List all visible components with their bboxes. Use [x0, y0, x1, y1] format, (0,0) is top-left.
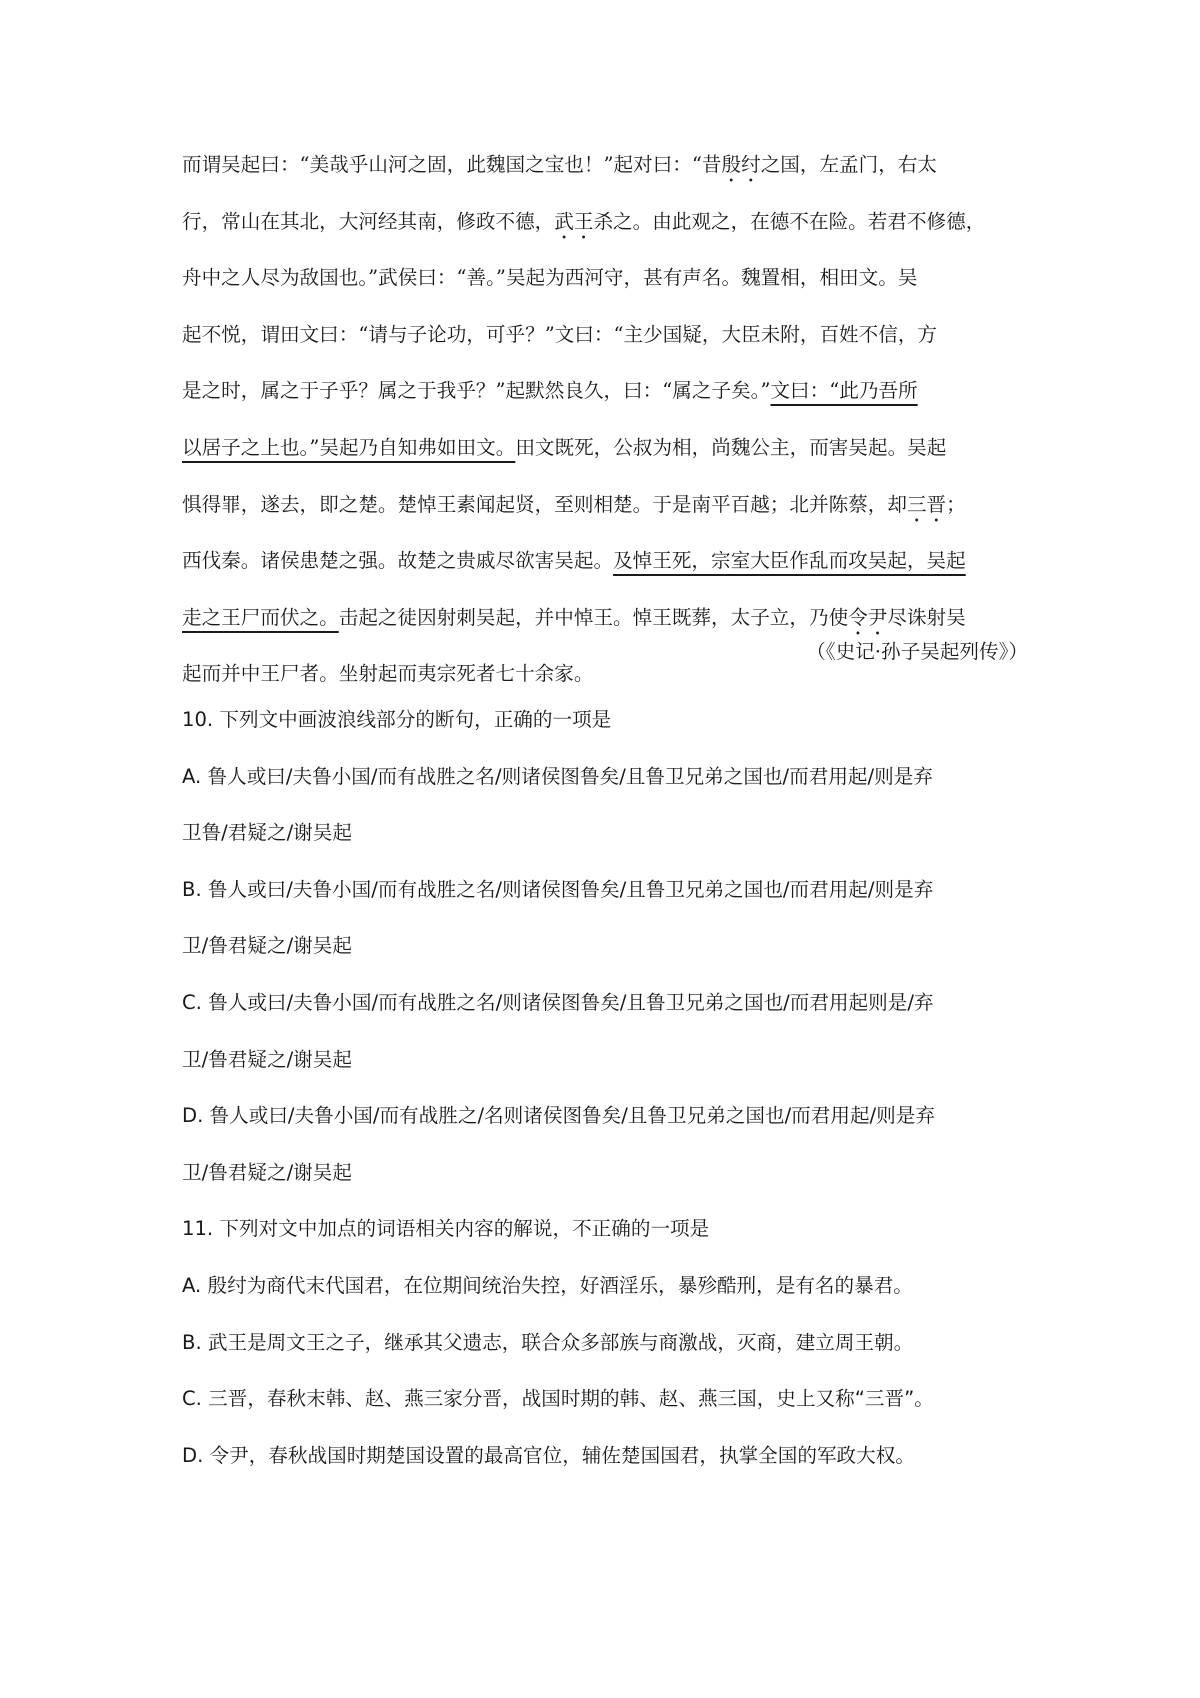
passage-text: 惧得罪，遂去，即之楚。楚悼王素闻起贤，至则相楚。于是南平百越；北并陈蔡，却	[182, 492, 907, 516]
dotted-word: 殷	[721, 153, 742, 176]
dotted-word: 三晋	[906, 492, 947, 516]
option-10-a-line2: 卫鲁/君疑之/谢吴起	[182, 821, 352, 845]
passage-line	[182, 250, 1028, 307]
question-10-stem: 10. 下列文中画波浪线部分的断句，正确的一项是	[182, 708, 612, 731]
passage-text: 尽诛射吴	[887, 605, 966, 629]
passage-text: ；	[946, 492, 966, 516]
question-block	[182, 692, 1028, 1484]
passage-line	[182, 307, 1028, 364]
passage-text: 击起之徒因射刺吴起，并中悼王。悼王既葬，太子立，乃使	[338, 605, 849, 629]
underlined-sentence: 及悼王死，宗室大臣作乱而攻吴起，吴起	[613, 549, 966, 573]
option-11-a: A. 殷纣为商代末代国君，在位期间统治失控，好酒淫乐，暴殄酷刑，是有名的暴君。	[182, 1273, 913, 1297]
option-10-b-line2: 卫/鲁君疑之/谢吴起	[182, 934, 352, 958]
option-11-b: B. 武王是周文王之子，继承其父遗志，联合众多部族与商激战，灭商，建立周王朝。	[182, 1330, 914, 1354]
option-10-c-line2: 卫/鲁君疑之/谢吴起	[182, 1047, 352, 1071]
dotted-word: 令尹	[848, 605, 888, 629]
passage-text: 舟中之人尽为敌国也。”武侯曰：“善。”吴起为西河守，甚有声名。魏置相，相田文。吴	[182, 266, 918, 290]
passage-line	[182, 533, 1028, 590]
question-11-stem: 11. 下列对文中加点的词语相关内容的解说，不正确的一项是	[182, 1217, 710, 1241]
option-10-a-line1: A. 鲁人或曰/夫鲁小国/而有战胜之名/则诸侯图鲁矣/且鲁卫兄弟之国也/而君用起/则是弃	[182, 764, 933, 788]
option-10-d-line2: 卫/鲁君疑之/谢吴起	[182, 1160, 352, 1184]
passage-line	[182, 363, 1028, 420]
passage-line	[182, 137, 1028, 194]
option-10-c-line1: C. 鲁人或曰/夫鲁小国/而有战胜之名/则诸侯图鲁矣/且鲁卫兄弟之国也/而君用起则是/弃	[182, 990, 934, 1014]
option-11-c: C. 三晋，春秋末韩、赵、燕三家分晋，战国时期的韩、赵、燕三国，史上又称“三晋”。	[182, 1387, 934, 1411]
classical-passage	[182, 137, 1028, 703]
dotted-word: 纣	[741, 153, 761, 176]
source-citation: （《史记·孙子吴起列传》）	[806, 640, 1028, 663]
option-10-b-line1: B. 鲁人或曰/夫鲁小国/而有战胜之名/则诸侯图鲁矣/且鲁卫兄弟之国也/而君用起/则是弃	[182, 877, 934, 901]
passage-text: 田文既死，公叔为相，尚魏公主，而害吴起。吴起	[515, 435, 947, 459]
passage-text: 是之时，属之于子乎？属之于我乎？”起默然良久，曰：“属之子矣。”	[182, 379, 771, 403]
passage-text: 西伐秦。诸侯患楚之强。故楚之贵戚尽欲害吴起。	[182, 549, 614, 573]
passage-text: 杀之。由此观之，在德不在险。若君不修德，	[593, 209, 986, 233]
passage-line	[182, 194, 1028, 251]
option-10-d-line1: D. 鲁人或曰/夫鲁小国/而有战胜之/名则诸侯图鲁矣/且鲁卫兄弟之国也/而君用起/则是弃	[182, 1104, 935, 1128]
passage-line	[182, 420, 1028, 477]
underlined-sentence: 走之王尸而伏之。	[182, 605, 339, 629]
passage-line	[182, 477, 1028, 534]
underlined-sentence: 文曰：“此乃吾所	[770, 379, 918, 403]
passage-text: 起不悦，谓田文曰：“请与子论功，可乎？”文曰：“主少国疑，大臣未附，百姓不信，方	[182, 322, 938, 346]
underlined-sentence: 以居子之上也。”吴起乃自知弗如田文。	[182, 435, 516, 459]
passage-text: 之国，左孟门，右太	[760, 153, 938, 176]
passage-text: 起而并中王尸者。坐射起而夷宗死者七十余家。	[182, 662, 594, 686]
dotted-word: 武王	[554, 209, 594, 233]
passage-text: 行，常山在其北，大河经其南，修政不德，	[182, 209, 555, 233]
option-11-d: D. 令尹，春秋战国时期楚国设置的最高官位，辅佐楚国国君，执掌全国的军政大权。	[182, 1443, 915, 1467]
passage-text: 而谓吴起曰：“美哉乎山河之固，此魏国之宝也！”起对曰：“昔	[182, 153, 722, 176]
